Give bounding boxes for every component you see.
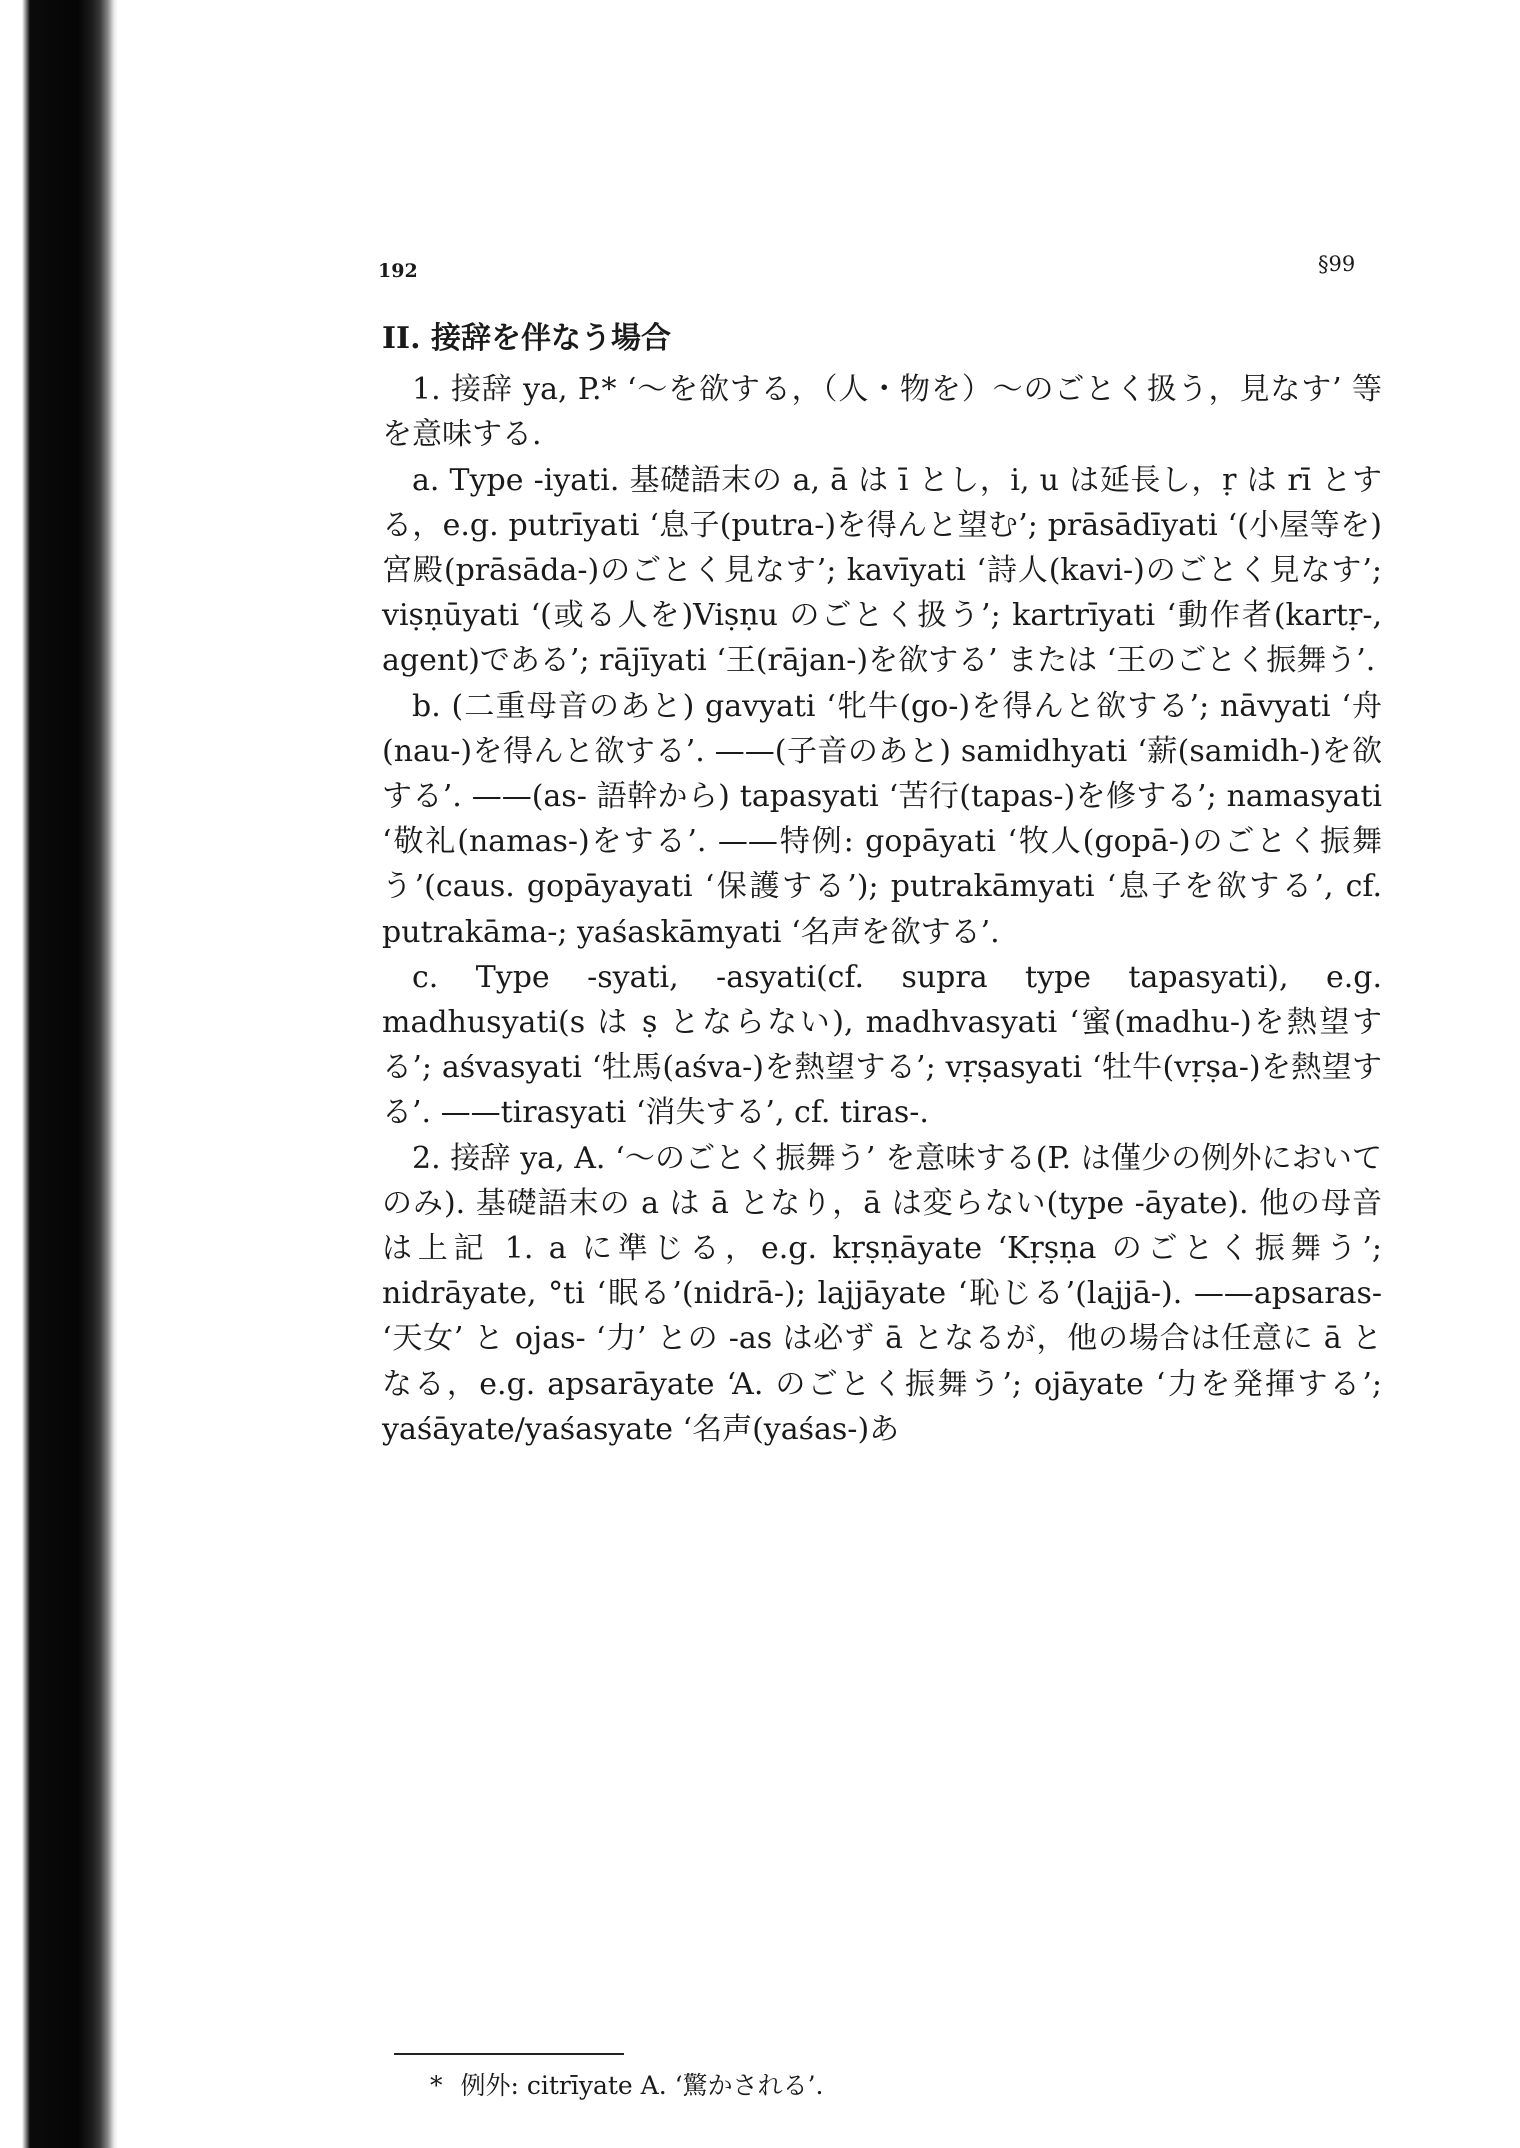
section-heading: II. 接辞を伴なう場合 xyxy=(382,321,671,356)
footnote-rule xyxy=(394,2053,624,2055)
section-reference: §99 xyxy=(1318,252,1356,276)
paragraph-1: 1. 接辞 ya, P.* ‘～を欲する，（人・物を）～のごとく扱う，見なす’ 等を意味する. xyxy=(382,372,1382,453)
paragraph-1b: b. (二重母音のあと) gavyati ‘牝牛(go-)を得んと欲する’; nāvyati ‘舟(nau-)を得んと欲する’. ——(子音のあと) samidhyati ‘薪(samidh-)を欲する’. ——(as- 語幹から) tapasyati ‘苦行(tapas-)を修する’; namasyati ‘敬礼(namas-)をする’. ——特例: gopāyati ‘牧人(gopā-)のごとく振舞う’(caus. gopāyayati ‘保護する’); putrakāmyati ‘息子を欲する’, cf. putrakāma-; yaśaskāmyati ‘名声を欲する’. xyxy=(382,688,1382,950)
paragraph-1a: a. Type -iyati. 基礎語末の a, ā は ī とし，i, u は延長し，ṛ は rī とする，e.g. putrīyati ‘息子(putra-)を得んと望む’; prāsādīyati ‘(小屋等を)宮殿(prāsāda-)のごとく見なす’; kavīyati ‘詩人(kavi-)のごとく見なす’; viṣṇūyati ‘(或る人を)Viṣṇu のごとく扱う’; kartrīyati ‘動作者(kartṛ-, agent)である’; rājīyati ‘王(rājan-)を欲する’ または ‘王のごとく振舞う’. xyxy=(382,462,1382,679)
paragraph-1c: c. Type -syati, -asyati(cf. supra type tapasyati), e.g. madhusyati(s は ṣ とならない), madhvasyati ‘蜜(madhu-)を熱望する’; aśvasyati ‘牡馬(aśva-)を熱望する’; vṛṣasyati ‘牡牛(vṛṣa-)を熱望する’. ——tirasyati ‘消失する’, cf. tiras-. xyxy=(382,959,1382,1131)
main-text xyxy=(382,316,1382,1452)
footnote-text: 例外: citrīyate A. ‘驚かされる’. xyxy=(460,2071,824,2100)
footnote xyxy=(430,2066,823,2102)
footnote-marker: * xyxy=(430,2071,443,2100)
page-number: 192 xyxy=(378,260,418,282)
paragraph-2: 2. 接辞 ya, A. ‘～のごとく振舞う’ を意味する(P. は僅少の例外においてのみ). 基礎語末の a は ā となり，ā は変らない(type -āyate). 他の母音は上記 1. a に準じる，e.g. kṛṣṇāyate ‘Kṛṣṇa のごとく振舞う’; nidrāyate, °ti ‘眠る’(nidrā-); lajjāyate ‘恥じる’(lajjā-). ——apsaras- ‘天女’ と ojas- ‘力’ との -as は必ず ā となるが，他の場合は任意に ā となる，e.g. apsarāyate ‘A. のごとく振舞う’; ojāyate ‘力を発揮する’; yaśāyate/yaśasyate ‘名声(yaśas-)あ xyxy=(382,1140,1382,1447)
book-spine-shadow xyxy=(0,0,118,2148)
